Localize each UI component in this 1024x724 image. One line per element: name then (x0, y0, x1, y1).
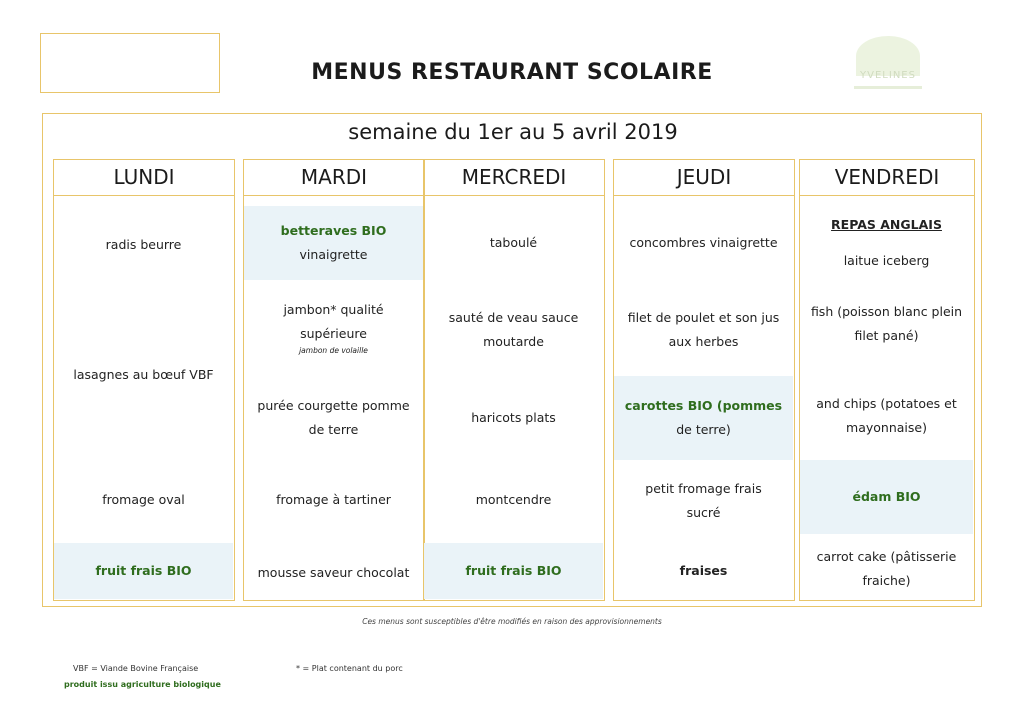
menu-item-line: mousse saveur chocolat (257, 565, 410, 580)
menu-item-bio (54, 543, 233, 599)
menu-item (614, 546, 793, 596)
menu-item-line: purée courgette pomme (257, 398, 410, 413)
menu-item (244, 470, 423, 530)
menu-item-line: fruit frais BIO (465, 563, 562, 578)
day-column-mercredi (423, 159, 605, 601)
menu-item (244, 284, 423, 370)
yvelines-logo (848, 36, 928, 106)
menu-item-line: sucré (686, 505, 721, 520)
menu-item (800, 210, 973, 240)
menu-item-line: vinaigrette (299, 247, 368, 262)
menu-item-bio (244, 206, 423, 280)
day-header: LUNDI (54, 160, 234, 196)
menu-item-line: petit fromage frais (645, 481, 762, 496)
day-header: VENDREDI (800, 160, 974, 196)
menu-item (424, 460, 603, 540)
menu-item-line: de terre) (676, 422, 731, 437)
menu-item-line: supérieure (300, 326, 367, 341)
legend-vbf: VBF = Viande Bovine Française (73, 664, 199, 673)
menu-item-line: aux herbes (668, 334, 739, 349)
day-column-lundi (53, 159, 235, 601)
menu-item-line: édam BIO (852, 489, 921, 504)
menu-item-line: fromage oval (102, 492, 185, 507)
menu-item-line: carrot cake (pâtisserie (816, 549, 957, 564)
menu-item-line: taboulé (489, 235, 538, 250)
day-header: MARDI (244, 160, 424, 196)
menu-item (800, 244, 973, 278)
logo-underline (854, 86, 922, 89)
menu-item (424, 290, 603, 370)
menu-item-bio (424, 543, 603, 599)
menu-item (244, 382, 423, 454)
menu-item (54, 200, 233, 290)
menu-item-line: mayonnaise) (846, 420, 927, 435)
day-column-jeudi (613, 159, 795, 601)
menu-item-line: REPAS ANGLAIS (831, 217, 942, 232)
menu-item-line: haricots plats (471, 410, 556, 425)
menu-item (54, 330, 233, 420)
menu-item-line: moutarde (483, 334, 544, 349)
day-header: MERCREDI (424, 160, 604, 196)
menu-item (614, 200, 793, 286)
menu-item-line: concombres vinaigrette (629, 235, 778, 250)
menu-item-line: fish (poisson blanc plein (810, 304, 963, 319)
menu-item (614, 464, 793, 538)
menu-item-line: montcendre (475, 492, 552, 507)
menu-item-line: fromage à tartiner (276, 492, 391, 507)
logo-word: YVELINES (860, 70, 916, 81)
menu-item (800, 380, 973, 452)
menu-item-note: jambon de volaille (299, 346, 368, 355)
page-title: MENUS RESTAURANT SCOLAIRE (311, 60, 713, 85)
menu-item-line: radis beurre (105, 237, 182, 252)
legend-pork: * = Plat contenant du porc (296, 664, 403, 673)
menu-item-line: laitue iceberg (843, 253, 930, 268)
legend-bio: produit issu agriculture biologique (64, 680, 221, 689)
menu-item-line: and chips (potatoes et (816, 396, 957, 411)
menu-item (244, 548, 423, 598)
menu-item-line: fruit frais BIO (95, 563, 192, 578)
menu-item-line: fraiche) (862, 573, 911, 588)
menu-frame (42, 113, 982, 607)
menu-item (800, 540, 973, 598)
menu-item-bio (614, 376, 793, 460)
menu-item-line: filet pané) (854, 328, 919, 343)
disclaimer-note: Ces menus sont susceptibles d'être modifiés en raison des approvisionnements (362, 617, 662, 626)
menu-item-line: lasagnes au bœuf VBF (73, 367, 214, 382)
day-column-vendredi (799, 159, 975, 601)
week-title: semaine du 1er au 5 avril 2019 (348, 120, 678, 144)
menu-item-line: jambon* qualité (283, 302, 384, 317)
menu-item-line: de terre (308, 422, 359, 437)
menu-item-line: carottes BIO (pommes (624, 398, 783, 413)
menu-item-bio (800, 460, 973, 534)
day-header: JEUDI (614, 160, 794, 196)
menu-item (800, 286, 973, 362)
menu-item-line: fraises (679, 563, 728, 578)
menu-item-line: betteraves BIO (280, 223, 387, 238)
menu-item-line: filet de poulet et son jus (627, 310, 780, 325)
menu-item-line: sauté de veau sauce (448, 310, 579, 325)
day-column-mardi (243, 159, 425, 601)
menu-item (54, 460, 233, 540)
menu-item (614, 290, 793, 370)
menu-item (424, 200, 603, 286)
menu-item (424, 382, 603, 454)
